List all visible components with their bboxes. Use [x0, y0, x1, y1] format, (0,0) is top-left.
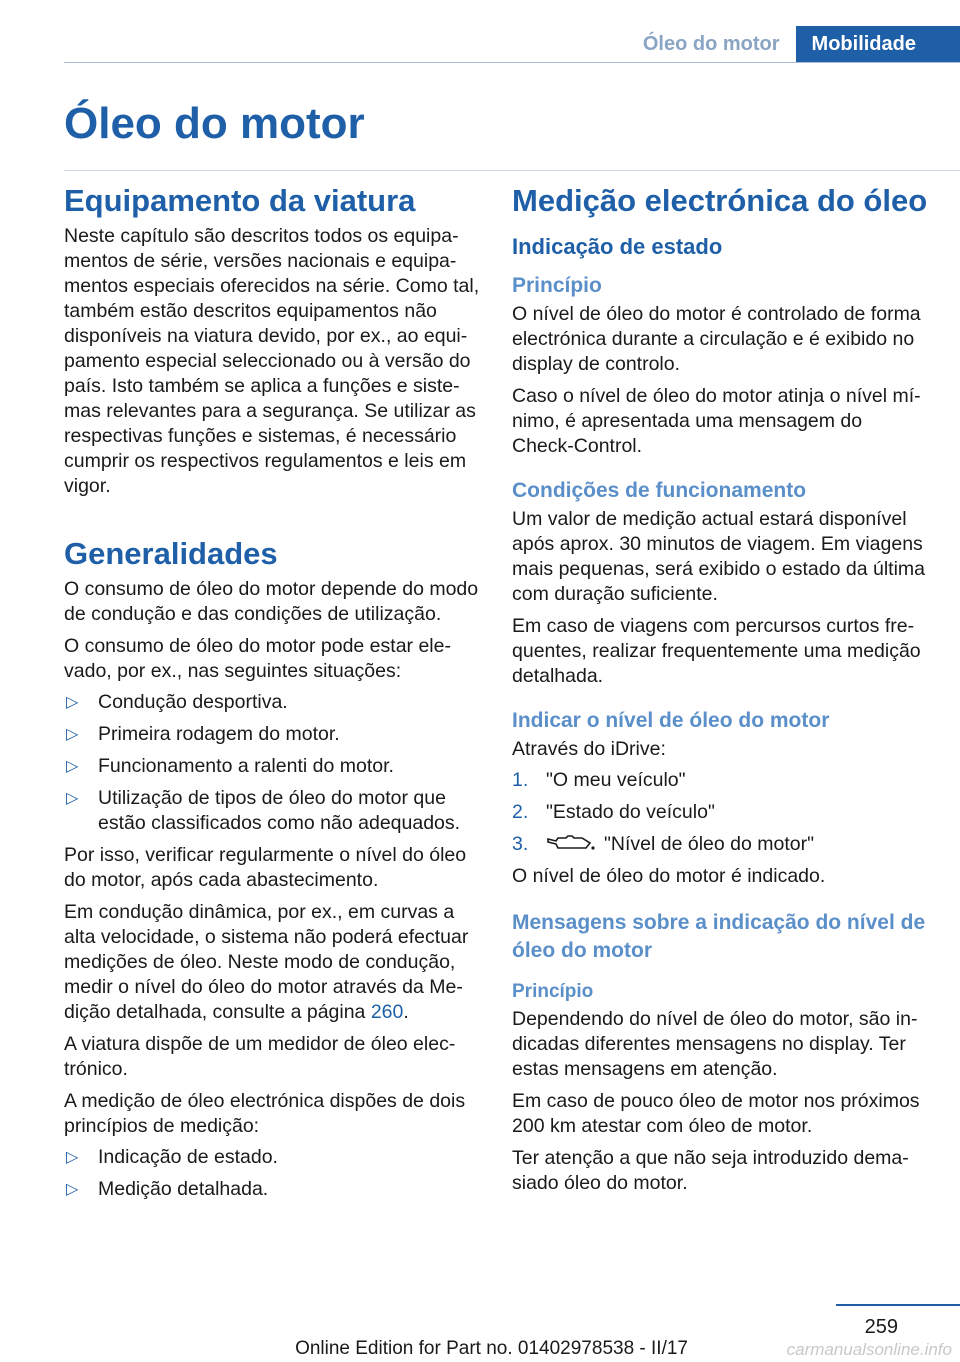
list-item: ▷ Condução desportiva.: [66, 691, 288, 713]
list-item: ▷ Primeira rodagem do motor.: [66, 723, 340, 745]
equipment-heading: Equipamento da viatura: [64, 183, 416, 218]
general-paragraph-6: A medição de óleo electrónica dispões de dois princípios de medição:: [64, 1090, 466, 1137]
bullet-triangle-icon: ▷: [66, 1181, 79, 1198]
header-section-tab[interactable]: Óleo do motor: [627, 26, 796, 62]
indicate-result: O nível de óleo do motor é indicado.: [512, 865, 826, 887]
electronic-measurement-heading: Medição electrónica do óleo: [512, 183, 928, 218]
messages-heading: Mensagens sobre a indicação do nível de óleo do motor: [512, 911, 926, 962]
left-column: [64, 180, 480, 1209]
principle-paragraph-2: Caso o nível de óleo do motor atinja o nível mínimo, é apresentada uma mensagem do Check-Control.: [512, 385, 921, 457]
page-reference-link[interactable]: 260: [370, 1001, 404, 1023]
general-paragraph-5: A viatura dispõe de um medidor de óleo electrónico.: [64, 1033, 456, 1080]
footer-rule: [836, 1304, 960, 1306]
indicate-level-heading: Indicar o nível de óleo do motor: [512, 709, 830, 732]
status-indication-heading: Indicação de estado: [512, 234, 723, 259]
equipment-text: Neste capítulo são descritos todos os equipamentos de série, versões nacionais e equipamentos especiais oferecidos na série. Como tal, também estão descritos equipamentos não disponíveis na viatura devido, por ex., ao equipamento especial seleccionado ou à versão do país. Isto também se aplica a funções e sistemas relevantes para a segurança. Se utilizar as respectivas funções e sistemas, é necessário cumprir os respectivos regulamentos e leis em vigor.: [64, 225, 480, 497]
right-column: [512, 180, 928, 1196]
header-tabs: [627, 26, 960, 62]
list-item: ▷ Funcionamento a ralenti do motor.: [66, 755, 394, 777]
messages-paragraph-1: Dependendo do nível de óleo do motor, são indicadas diferentes mensagens no display. Ter estas mensagens em atenção.: [512, 1008, 918, 1080]
principle-paragraph-1: O nível de óleo do motor é controlado de forma electrónica durante a circulação e é exibido no display de controlo.: [512, 303, 921, 375]
messages-principle-heading: Princípio: [512, 981, 594, 1002]
list-item: 1. "O meu veículo": [512, 769, 686, 791]
list-item: 2. "Estado do veículo": [512, 801, 715, 823]
general-paragraph-4: Em condução dinâmica, por ex., em curvas a alta velocidade, o sistema não poderá efectuar medições de óleo. Neste modo de condução, medir o nível do óleo do motor através da Medição detalhada, consulte a página 260.: [64, 901, 469, 1023]
list-item: ▷ Utilização de tipos de óleo do motor que estão classificados como não adequados.: [66, 787, 461, 834]
conditions-heading: Condições de funcionamento: [512, 479, 807, 502]
page-number: 259: [864, 1316, 898, 1338]
oil-can-icon: [546, 833, 596, 853]
bullet-triangle-icon: ▷: [66, 726, 79, 743]
title-rule: [64, 170, 960, 171]
idrive-steps: [512, 768, 928, 857]
principle-heading: Princípio: [512, 274, 602, 297]
list-item: ▷ Medição detalhada.: [66, 1178, 269, 1200]
general-paragraph-1: O consumo de óleo do motor depende do modo de condução e das condições de utilização.: [64, 578, 479, 625]
page-title: Óleo do motor: [64, 99, 365, 148]
bullet-triangle-icon: ▷: [66, 790, 79, 807]
bullet-triangle-icon: ▷: [66, 758, 79, 775]
watermark: carmanualsonline.info: [786, 1340, 952, 1359]
header-rule: [64, 62, 960, 63]
messages-paragraph-3: Ter atenção a que não seja introduzido demasiado óleo do motor.: [512, 1147, 909, 1194]
bullet-triangle-icon: ▷: [66, 694, 79, 711]
messages-paragraph-2: Em caso de pouco óleo de motor nos próximos 200 km atestar com óleo de motor.: [512, 1090, 920, 1137]
list-item: 3. "Nível de óleo do motor": [512, 833, 815, 855]
header-chapter-tab[interactable]: Mobilidade: [796, 26, 960, 62]
list-item: ▷ Indicação de estado.: [66, 1146, 278, 1168]
conditions-paragraph-2: Em caso de viagens com percursos curtos frequentes, realizar frequentemente uma medição detalhada.: [512, 615, 921, 687]
situations-list: [64, 690, 480, 836]
footer-edition: Online Edition for Part no. 01402978538 - II/17: [295, 1338, 688, 1359]
general-paragraph-3: Por isso, verificar regularmente o nível do óleo do motor, após cada abastecimento.: [64, 844, 467, 891]
indicate-intro: Através do iDrive:: [512, 738, 666, 760]
bullet-triangle-icon: ▷: [66, 1149, 79, 1166]
general-paragraph-2: O consumo de óleo do motor pode estar elevado, por ex., nas seguintes situações:: [64, 635, 451, 682]
general-heading: Generalidades: [64, 536, 278, 571]
principles-list: [64, 1145, 480, 1202]
conditions-paragraph-1: Um valor de medição actual estará disponível após aprox. 30 minutos de viagem. Em viagens mais pequenas, será exibido o estado da última com duração suficiente.: [512, 508, 926, 605]
